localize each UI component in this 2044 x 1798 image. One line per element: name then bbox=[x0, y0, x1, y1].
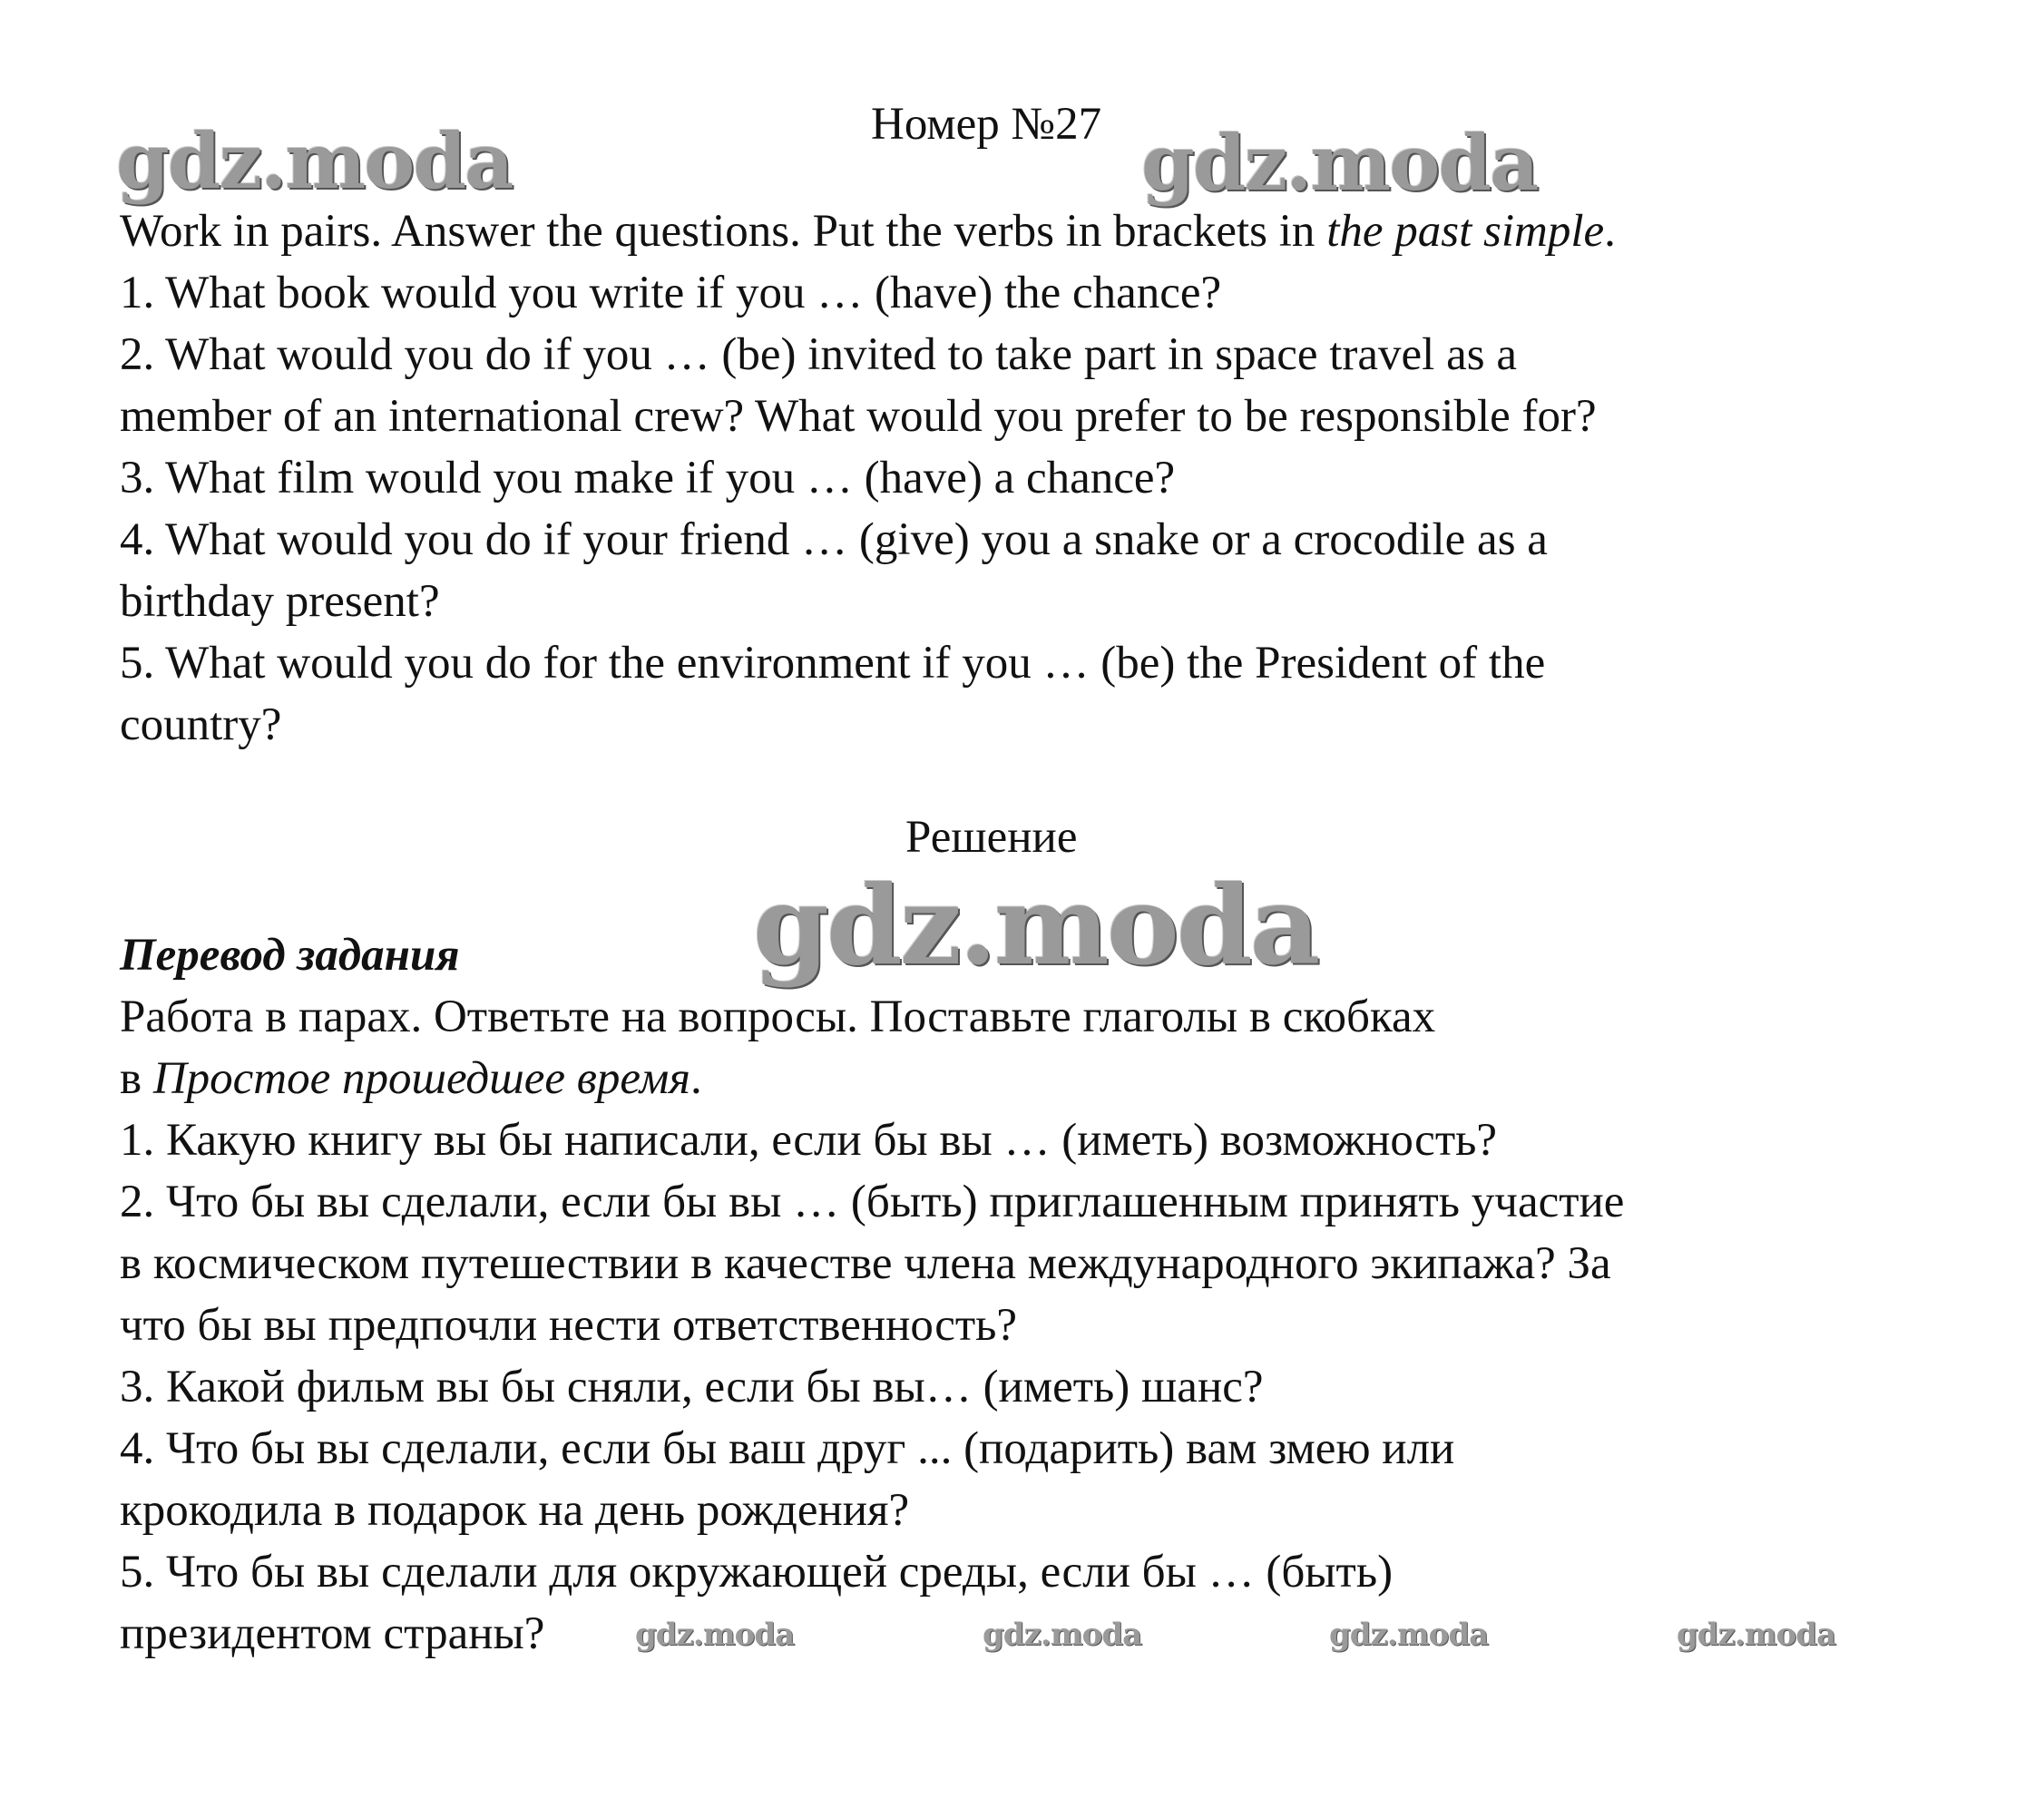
translation-line: 1. Какую книгу вы бы написали, если бы вы … (иметь) возможность? bbox=[120, 1115, 1497, 1166]
task-intro-text: Work in pairs. Answer the questions. Put the verbs in brackets in bbox=[120, 206, 1327, 257]
task-line: 1. What book would you write if you … (have) the chance? bbox=[120, 268, 1222, 318]
watermark-logo: gdz.moda bbox=[1141, 118, 1538, 208]
watermark-logo: gdz.moda bbox=[753, 862, 1318, 990]
task-line: birthday present? bbox=[120, 576, 440, 627]
translation-line: 4. Что бы вы сделали, если бы ваш друг ... (подарить) вам змею или bbox=[120, 1423, 1455, 1474]
watermark-logo: gdz.moda bbox=[1329, 1617, 1489, 1653]
translation-intro-suffix: . bbox=[689, 1053, 702, 1104]
translation-line: 5. Что бы вы сделали для окружающей среды, если бы … (быть) bbox=[120, 1547, 1394, 1598]
task-line: 4. What would you do if your friend … (give) you a snake or a crocodile as a bbox=[120, 514, 1548, 565]
translation-line: крокодила в подарок на день рождения? bbox=[120, 1485, 910, 1536]
watermark-logo: gdz.moda bbox=[1677, 1617, 1836, 1653]
translation-line: 2. Что бы вы сделали, если бы вы … (быть) приглашенным принять участие bbox=[120, 1177, 1625, 1227]
translation-intro-2 bbox=[120, 1053, 702, 1104]
translation-line-last: президентом страны? bbox=[120, 1608, 545, 1659]
translation-heading: Перевод задания bbox=[120, 930, 460, 981]
translation-intro-italic: Простое прошедшее время bbox=[152, 1053, 690, 1104]
watermark-logo: gdz.moda bbox=[983, 1617, 1142, 1653]
task-intro-italic: the past simple bbox=[1326, 206, 1605, 257]
task-line: 2. What would you do if you … (be) invited to take part in space travel as a bbox=[120, 329, 1517, 380]
translation-intro-prefix: в bbox=[120, 1053, 153, 1104]
watermark-logo: gdz.moda bbox=[116, 116, 513, 206]
translation-line: 3. Какой фильм вы бы сняли, если бы вы… (иметь) шанс? bbox=[120, 1362, 1264, 1412]
task-line: 3. What film would you make if you … (have) a chance? bbox=[120, 453, 1176, 503]
watermark-logo: gdz.moda bbox=[635, 1617, 795, 1653]
page-title: Номер №27 bbox=[871, 99, 1102, 150]
task-line: 5. What would you do for the environment if you … (be) the President of the bbox=[120, 638, 1546, 689]
translation-line: в космическом путешествии в качестве члена международного экипажа? За bbox=[120, 1238, 1611, 1289]
task-intro bbox=[120, 206, 1616, 257]
task-line: country? bbox=[120, 699, 282, 750]
task-line: member of an international crew? What would you prefer to be responsible for? bbox=[120, 391, 1597, 442]
translation-line: что бы вы предпочли нести ответственность? bbox=[120, 1300, 1018, 1351]
translation-intro: Работа в парах. Ответьте на вопросы. Поставьте глаголы в скобках bbox=[120, 992, 1436, 1042]
solution-heading: Решение bbox=[905, 812, 1078, 863]
task-intro-suffix: . bbox=[1604, 206, 1616, 257]
